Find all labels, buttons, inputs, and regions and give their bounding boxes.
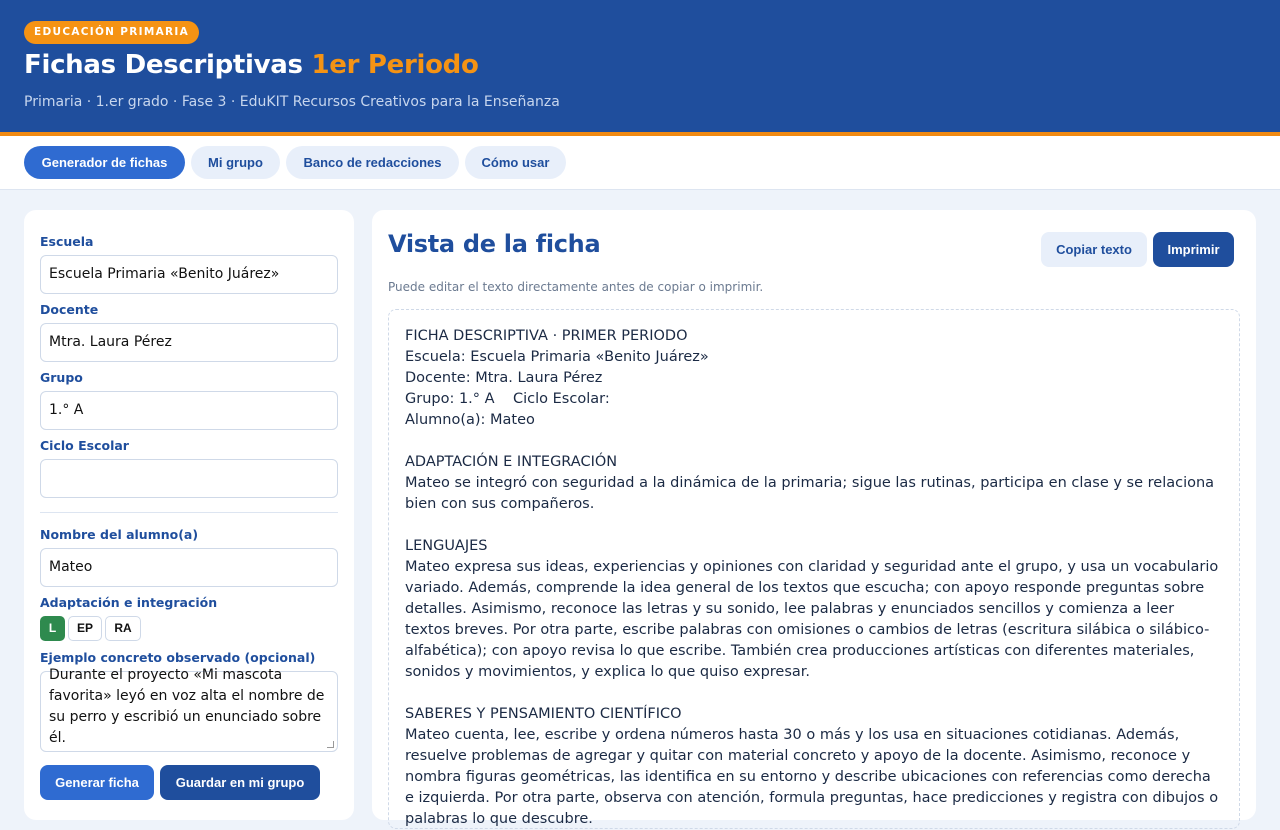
level-badge: EDUCACIÓN PRIMARIA — [24, 21, 199, 44]
title-main: Fichas Descriptivas — [24, 50, 303, 80]
preview-title: Vista de la ficha — [388, 230, 601, 258]
alumno-input[interactable]: Mateo — [40, 548, 338, 587]
page-title — [24, 50, 479, 80]
print-button[interactable]: Imprimir — [1153, 232, 1234, 267]
section-heading: LENGUAJES — [405, 538, 488, 554]
level-ep-button[interactable]: EP — [68, 616, 102, 641]
section-heading: ADAPTACIÓN E INTEGRACIÓN — [405, 454, 618, 470]
doc-header-line: FICHA DESCRIPTIVA · PRIMER PERIODO — [405, 328, 688, 344]
ciclo-input[interactable] — [40, 459, 338, 498]
doc-header-line: Grupo: 1.° A Ciclo Escolar: — [405, 391, 610, 407]
section-text: Mateo cuenta, lee, escribe y ordena números hasta 30 o más y los usa en situaciones cotidianas. Además, resuelve problemas de agregar y quitar con material concreto y apoyo de la docente. Asimismo, reconoce y nombra figuras geométricas, las identifica en su entorno y describe ubicaciones con referencias como derecha e izquierda. Por otra parte, observa con atención, formula preguntas, hace predicciones y registra con dibujos o palabras lo que descubre. — [405, 727, 1223, 827]
ejemplo-text: Durante el proyecto «Mi mascota favorita» leyó en voz alta el nombre de su perro y escribió un enunciado sobre él. — [49, 667, 325, 746]
adaptacion-label: Adaptación e integración — [40, 595, 218, 610]
resize-handle-icon[interactable] — [327, 741, 334, 748]
section-text: Mateo se integró con seguridad a la dinámica de la primaria; sigue las rutinas, participa en clase y se relaciona bien con sus compañeros. — [405, 475, 1219, 512]
ficha-document[interactable] — [388, 309, 1240, 829]
grupo-label: Grupo — [40, 370, 83, 385]
form-panel — [24, 210, 354, 820]
doc-header-line: Alumno(a): Mateo — [405, 412, 535, 428]
escuela-label: Escuela — [40, 234, 94, 249]
escuela-input[interactable]: Escuela Primaria «Benito Juárez» — [40, 255, 338, 294]
docente-input[interactable]: Mtra. Laura Pérez — [40, 323, 338, 362]
form-divider — [40, 512, 338, 513]
grupo-input[interactable]: 1.° A — [40, 391, 338, 430]
tab-generador[interactable]: Generador de fichas — [24, 146, 185, 179]
preview-panel — [372, 210, 1256, 827]
copy-text-button[interactable]: Copiar texto — [1041, 232, 1147, 267]
guardar-grupo-button[interactable]: Guardar en mi grupo — [160, 765, 320, 800]
title-accent: 1er Periodo — [311, 50, 479, 80]
level-ra-button[interactable]: RA — [105, 616, 141, 641]
doc-header-line: Escuela: Escuela Primaria «Benito Juárez» — [405, 349, 709, 365]
docente-label: Docente — [40, 302, 99, 317]
ejemplo-textarea[interactable] — [40, 667, 338, 752]
section-text: Mateo expresa sus ideas, experiencias y opiniones con claridad y seguridad ante el grupo, y usa un vocabulario variado. Además, comprende la idea general de los textos que escucha; con apoyo responde preguntas sobre detalles. Asimismo, reconoce las letras y su sonido, lee palabras y enunciados sencillos y comienza a leer textos breves. Por otra parte, escribe palabras con omisiones o cambios de letras (escritura silábica o silábico-alfabética); con apoyo revisa lo que escribe. También crea producciones artísticas con diferentes materiales, sonidos y movimientos, y explica lo que quiso expresar. — [405, 559, 1223, 680]
ciclo-label: Ciclo Escolar — [40, 438, 129, 453]
tab-bar — [0, 136, 1280, 190]
doc-header-line: Docente: Mtra. Laura Pérez — [405, 370, 603, 386]
tab-mi-grupo[interactable]: Mi grupo — [191, 146, 280, 179]
ejemplo-label: Ejemplo concreto observado (opcional) — [40, 650, 316, 665]
alumno-label: Nombre del alumno(a) — [40, 527, 199, 542]
app-header — [0, 0, 1280, 136]
page-subtitle: Primaria · 1.er grado · Fase 3 · EduKIT Recursos Creativos para la Enseñanza — [24, 94, 560, 110]
tab-como-usar[interactable]: Cómo usar — [465, 146, 566, 179]
section-heading: SABERES Y PENSAMIENTO CIENTÍFICO — [405, 706, 682, 722]
edit-hint: Puede editar el texto directamente antes de copiar o imprimir. — [388, 280, 764, 294]
level-l-button[interactable]: L — [40, 616, 65, 641]
tab-banco-redacciones[interactable]: Banco de redacciones — [286, 146, 459, 179]
generar-ficha-button[interactable]: Generar ficha — [40, 765, 154, 800]
